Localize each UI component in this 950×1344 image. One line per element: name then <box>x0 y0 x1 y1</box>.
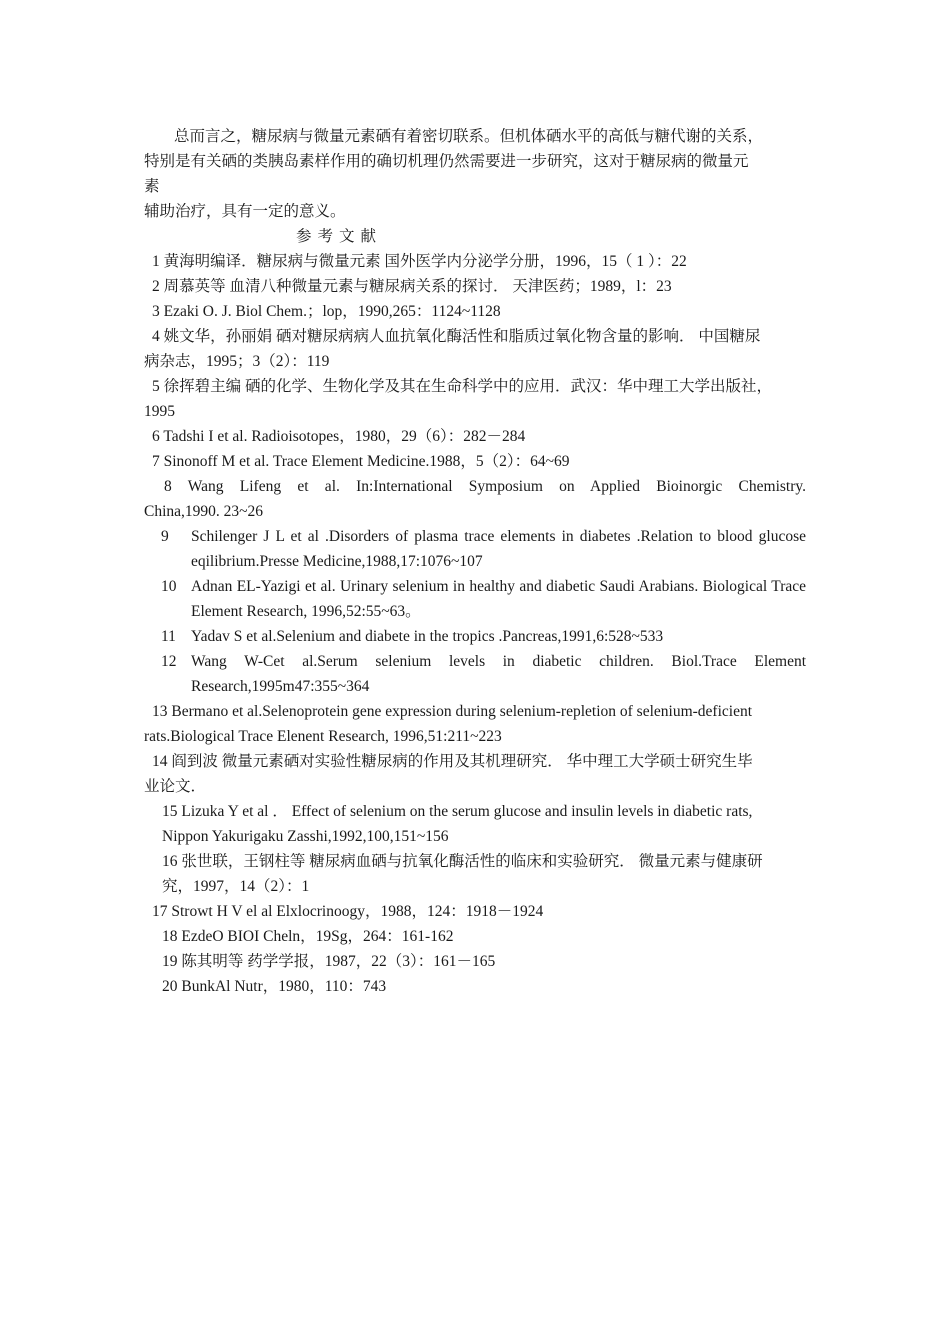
reference-item <box>144 849 806 899</box>
reference-text: Wang W-Cet al.Serum selenium levels in diabetic children. Biol.Trace Element Research,1995m47:355~364 <box>191 653 806 695</box>
conclusion-line: 素 <box>144 178 160 195</box>
reference-line: 业论文． <box>144 778 207 795</box>
reference-number: 11 <box>161 628 176 645</box>
reference-item <box>144 374 806 424</box>
reference-number: 12 <box>161 653 177 670</box>
reference-item: 20 BunkAl Nutr，1980，110：743 <box>162 978 387 995</box>
reference-number: 9 <box>161 528 169 545</box>
references-list <box>144 249 806 999</box>
reference-line: 5 徐挥碧主编 硒的化学、生物化学及其在生命科学中的应用．武汉：华中理工大学出版社， <box>152 378 773 395</box>
reference-item <box>144 624 806 649</box>
reference-line: 究，1997，14（2）：1 <box>162 878 310 895</box>
reference-item: 17 Strowt H V el al Elxlocrinoogy，1988，124：1918－1924 <box>152 903 544 920</box>
reference-line: 4 姚文华，孙丽娟 硒对糖尿病病人血抗氧化酶活性和脂质过氧化物含量的影响． 中国糖尿 <box>152 328 761 345</box>
conclusion-line: 总而言之，糖尿病与微量元素硒有着密切联系。但机体硒水平的高低与糖代谢的关系， <box>174 128 764 145</box>
reference-line: rats.Biological Trace Elenent Research, 1996,51:211~223 <box>144 728 502 745</box>
reference-item <box>144 799 806 849</box>
reference-item <box>144 699 806 749</box>
reference-line: Nippon Yakurigaku Zasshi,1992,100,151~156 <box>162 828 449 845</box>
reference-text: Yadav S et al.Selenium and diabete in the tropics .Pancreas,1991,6:528~533 <box>191 628 664 645</box>
conclusion-paragraph <box>144 124 806 224</box>
reference-item: 6 Tadshi I et al. Radioisotopes，1980，29（6）：282－284 <box>152 428 526 445</box>
reference-line: China,1990. 23~26 <box>144 503 264 520</box>
reference-line: 16 张世联，王钢柱等 糖尿病血硒与抗氧化酶活性的临床和实验研究． 微量元素与健康研 <box>162 853 763 870</box>
reference-item <box>144 649 806 699</box>
reference-item <box>144 749 806 799</box>
reference-line: 13 Bermano et al.Selenoprotein gene expression during selenium-repletion of selenium-deficient <box>152 703 753 720</box>
reference-item <box>144 574 806 624</box>
reference-item: 18 EzdeO BIOI Cheln，19Sg，264：161-162 <box>162 928 454 945</box>
reference-item: 7 Sinonoff M et al. Trace Element Medicine.1988，5（2）：64~69 <box>152 453 570 470</box>
conclusion-line: 辅助治疗，具有一定的意义。 <box>144 203 346 220</box>
reference-text: Adnan EL-Yazigi et al. Urinary selenium in healthy and diabetic Saudi Arabians. Biological Trace Element Research, 1996,52:55~63。 <box>191 578 806 620</box>
reference-item: 1 黄海明编译．糖尿病与微量元素 国外医学内分泌学分册，1996，15（ 1 ）：22 <box>152 253 687 270</box>
reference-number: 10 <box>161 578 177 595</box>
reference-text: Schilenger J L et al .Disorders of plasma trace elements in diabetes .Relation to blood glucose eqilibrium.Presse Medicine,1988,17:1076~107 <box>191 528 806 570</box>
reference-item <box>144 324 806 374</box>
reference-item <box>144 524 806 574</box>
reference-line: 病杂志，1995；3（2）：119 <box>144 353 330 370</box>
reference-item: 3 Ezaki O. J. Biol Chem.；lop，1990,265：1124~1128 <box>152 303 501 320</box>
reference-line: 8 Wang Lifeng et al. In:International Symposium on Applied Bioinorgic Chemistry. <box>164 478 806 495</box>
reference-line: 1995 <box>144 403 175 420</box>
conclusion-line: 特别是有关硒的类胰岛素样作用的确切机理仍然需要进一步研究，这对于糖尿病的微量元 <box>144 153 749 170</box>
reference-item: 2 周慕英等 血清八种微量元素与糖尿病关系的探讨． 天津医药；1989，l：23 <box>152 278 672 295</box>
reference-item <box>144 474 806 524</box>
reference-item: 19 陈其明等 药学学报，1987，22（3）：161－165 <box>162 953 496 970</box>
reference-line: 15 Lizuka Y et al ． Effect of selenium on the serum glucose and insulin levels in diabetic rats, <box>162 803 753 820</box>
references-title: 参考文献 <box>296 228 383 245</box>
document-page <box>144 124 806 999</box>
reference-line: 14 阎到波 微量元素硒对实验性糖尿病的作用及其机理研究． 华中理工大学硕士研究生毕 <box>152 753 753 770</box>
